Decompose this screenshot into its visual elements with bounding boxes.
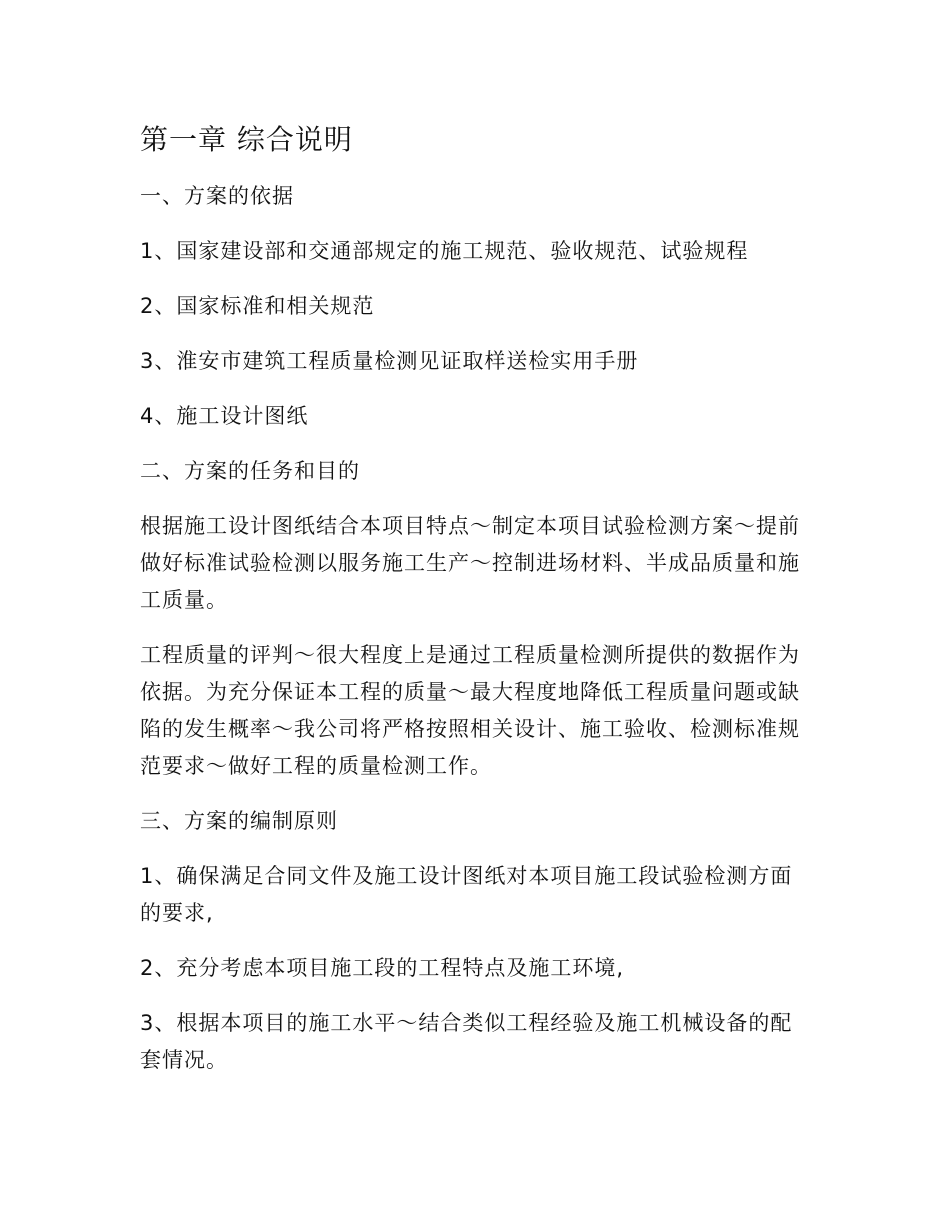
document-body (140, 120, 810, 1097)
section-heading: 二、方案的任务和目的 (140, 459, 360, 483)
principle-item-3: 3、根据本项目的施工水平～结合类似工程经验及施工机械设备的配套情况。 (140, 1011, 793, 1072)
basis-item-1: 1、国家建设部和交通部规定的施工规范、验收规范、试验规程 (140, 239, 749, 263)
section-tasks-goals (140, 453, 810, 785)
tasks-paragraph-1: 根据施工设计图纸结合本项目特点～制定本项目试验检测方案～提前做好标准试验检测以服务施工生产～控制进场材料、半成品质量和施工质量。 (140, 514, 800, 612)
section-principles (140, 803, 810, 1079)
tasks-paragraph-2: 工程质量的评判～很大程度上是通过工程质量检测所提供的数据作为依据。为充分保证本工程的质量～最大程度地降低工程质量问题或缺陷的发生概率～我公司将严格按照相关设计、施工验收、检测标准规范要求～做好工程的质量检测工作。 (140, 643, 800, 778)
basis-item-2: 2、国家标准和相关规范 (140, 294, 375, 318)
section-heading: 三、方案的编制原则 (140, 809, 338, 833)
section-basis (140, 178, 810, 435)
principle-item-2: 2、充分考虑本项目施工段的工程特点及施工环境, (140, 956, 625, 980)
basis-item-4: 4、施工设计图纸 (140, 404, 309, 428)
chapter-title: 第一章 综合说明 (140, 123, 353, 156)
section-heading: 一、方案的依据 (140, 184, 294, 208)
basis-item-3: 3、淮安市建筑工程质量检测见证取样送检实用手册 (140, 349, 639, 373)
principle-item-1: 1、确保满足合同文件及施工设计图纸对本项目施工段试验检测方面的要求, (140, 864, 793, 925)
